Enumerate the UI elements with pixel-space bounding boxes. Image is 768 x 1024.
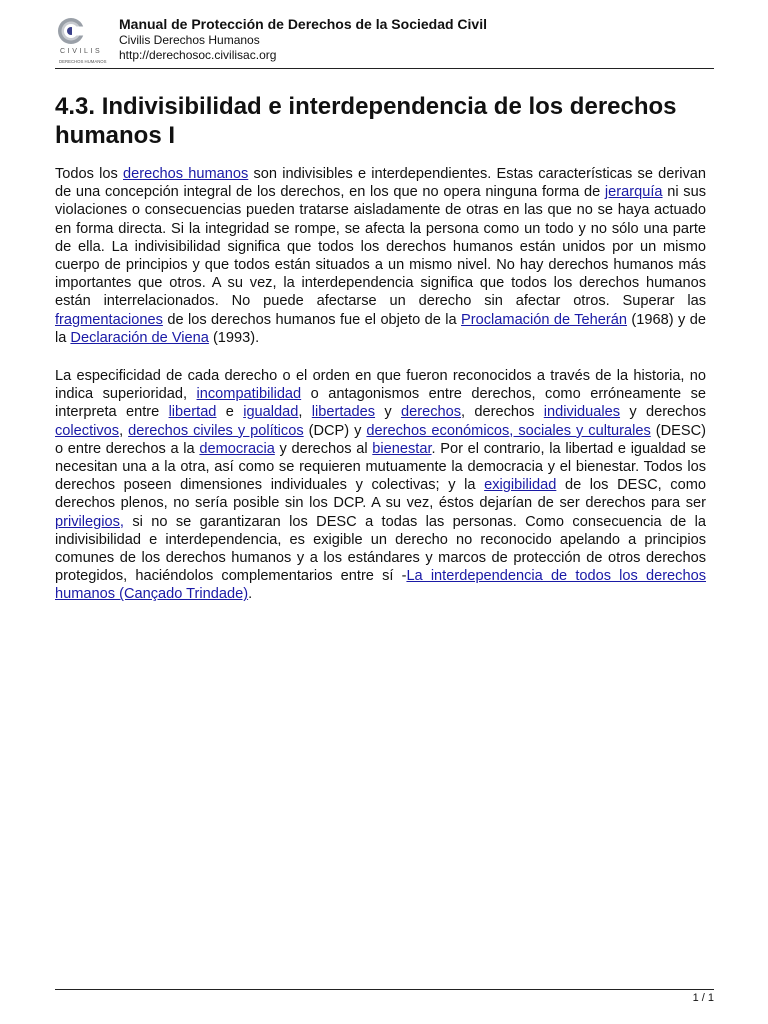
paragraph-text: de los derechos humanos fue el objeto de la: [162, 311, 462, 328]
organization-name: Civilis Derechos Humanos: [119, 33, 260, 47]
inline-link[interactable]: exigibilidad: [484, 477, 557, 494]
page-number: 1 / 1: [692, 992, 714, 1004]
paragraph-text: .: [248, 586, 253, 603]
paragraph-text: (DESC) o entre derechos a la: [55, 422, 706, 457]
logo-text-top: CIVILIS: [60, 48, 103, 55]
header-divider: [55, 68, 714, 69]
inline-link[interactable]: igualdad: [243, 404, 299, 421]
paragraph-text: e: [216, 404, 244, 421]
paragraph-text: . Por el contrario, la libertad e igualdad se necesitan una a la otra, así como se requieren mutuamente la democracia y el bienestar. Todos los derechos poseen dimensiones individuales y colectivas; y la: [55, 440, 706, 494]
paragraph-text: , derechos: [461, 404, 544, 421]
header-url: http://derechosoc.civilisac.org: [119, 48, 277, 62]
paragraph-text: ,: [119, 422, 129, 439]
inline-link[interactable]: Declaración de Viena: [70, 329, 209, 346]
inline-link[interactable]: jerarquía: [604, 184, 663, 201]
paragraph-text: (1968) y de la: [55, 311, 706, 346]
paragraph-text: (DCP) y: [303, 422, 367, 439]
document-header: [55, 14, 714, 68]
inline-link[interactable]: fragmentaciones: [55, 311, 163, 328]
inline-link[interactable]: libertad: [168, 404, 217, 421]
inline-link[interactable]: derechos: [400, 404, 462, 421]
paragraph-text: y: [375, 404, 401, 421]
inline-link[interactable]: La interdependencia de todos los derechos humanos (Cançado Trindade): [55, 568, 707, 603]
paragraph-text: ,: [298, 404, 312, 421]
inline-link[interactable]: democracia: [199, 440, 275, 457]
paragraph-text: de los DESC, como derechos plenos, no sería posible sin los DCP. A su vez, éstos dejarían de ser derechos para ser: [55, 477, 706, 512]
paragraph-text: Todos los: [55, 166, 123, 182]
paragraph-1: [55, 165, 706, 347]
paragraph-text: o antagonismos entre derechos, como erróneamente se interpreta entre: [55, 386, 706, 421]
inline-link[interactable]: derechos humanos: [123, 166, 249, 182]
paragraph-text: si no se garantizaran los DESC a todas las personas. Como consecuencia de la indivisibilidad e interdependencia, es exigible un derecho no reconocido apelando a principios comunes de los derechos humanos y a los estándares y marcos de protección de otros derechos protegidos, haciéndolos complementarios entre sí -: [55, 513, 706, 585]
header-text: [119, 16, 487, 63]
inline-link[interactable]: colectivos: [55, 422, 120, 439]
paragraph-text: son indivisibles e interdependientes. Estas características se derivan de una concepción integral de los derechos, en los que no opera ninguna forma de: [55, 166, 706, 201]
paragraph-2: [55, 367, 706, 604]
logo-text-bottom: DERECHOS HUMANOS: [59, 59, 107, 64]
inline-link[interactable]: privilegios,: [55, 513, 124, 530]
manual-title: Manual de Protección de Derechos de la Sociedad Civil: [119, 16, 487, 32]
inline-link[interactable]: individuales: [543, 404, 621, 421]
paragraph-text: La especificidad de cada derecho o el orden en que fueron reconocidos a través de la historia, no indica superioridad,: [55, 368, 706, 403]
inline-link[interactable]: libertades: [311, 404, 376, 421]
inline-link[interactable]: derechos civiles y políticos: [128, 422, 304, 439]
paragraph-text: y derechos: [620, 404, 707, 421]
inline-link[interactable]: incompatibilidad: [196, 386, 302, 403]
civilis-logo: [55, 16, 113, 66]
paragraph-text: y derechos al: [274, 440, 373, 457]
inline-link[interactable]: Proclamación de Teherán: [461, 311, 628, 328]
paragraph-text: ni sus violaciones o consecuencias pueden tratarse aisladamente de otras en las que no se haya actuado en forma directa. Si la integridad se rompe, se afecta la persona como un todo y no sólo una parte de ella. La indivisibilidad significa que todos los derechos humanos están unidos por un mismo cuerpo de principios y que todos están situados a un mismo nivel. No hay derechos humanos más importantes que otros. A su vez, la interdependencia significa que todos los derechos humanos están interrelacionados. No puede afectarse un derecho sin afectar otros. Superar las: [55, 184, 706, 310]
footer-divider: [55, 989, 714, 990]
page-title: 4.3. Indivisibilidad e interdependencia de los derechos humanos I: [55, 93, 677, 149]
inline-link[interactable]: derechos económicos, sociales y culturales: [366, 422, 651, 439]
paragraph-text: (1993).: [208, 329, 260, 346]
inline-link[interactable]: bienestar: [372, 440, 432, 457]
